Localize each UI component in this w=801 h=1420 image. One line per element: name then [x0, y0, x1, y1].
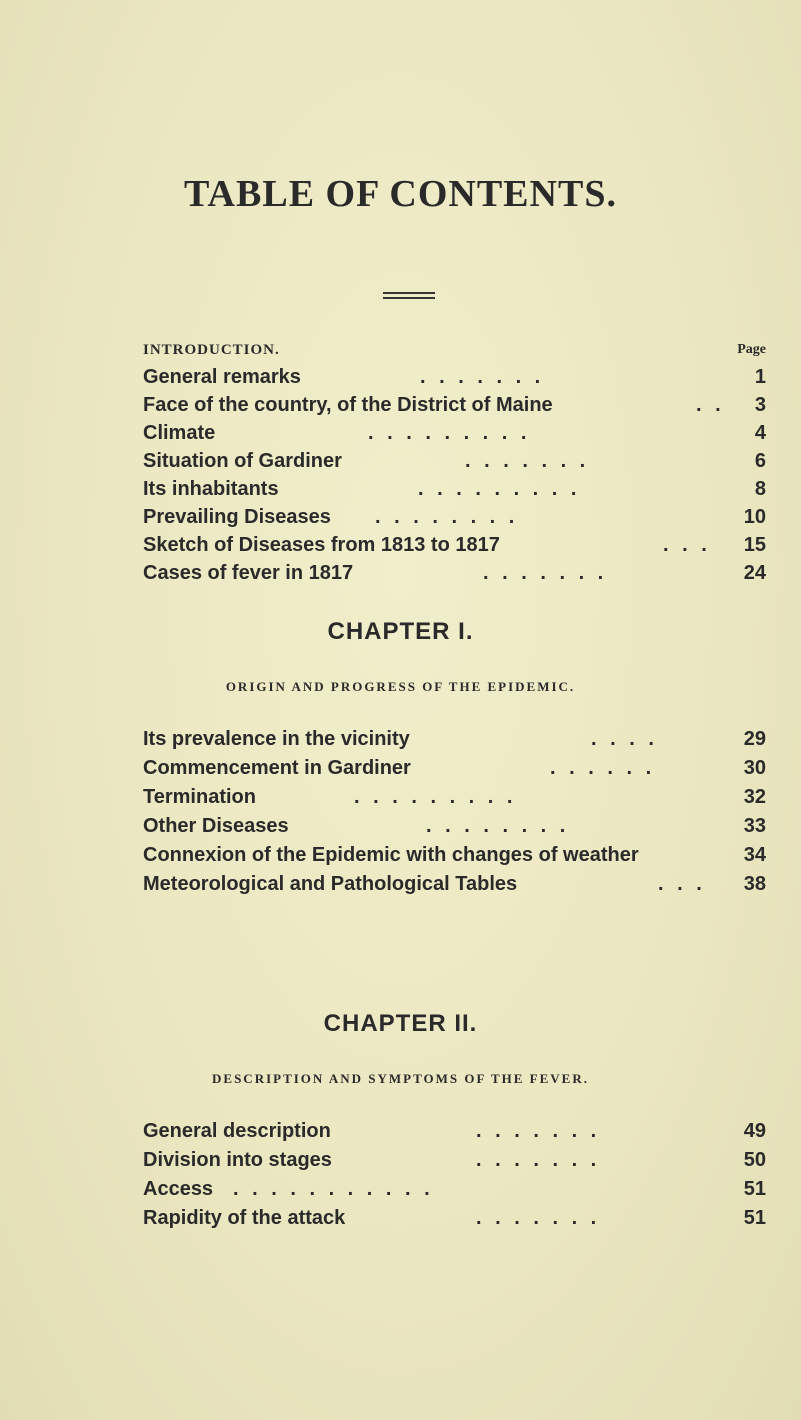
entry-label: Its inhabitants [143, 478, 279, 500]
chapter-1-entries [143, 728, 766, 902]
leader-dots: . . . . . . . . . . . [233, 1178, 434, 1200]
leader-dots: . . . . . . . [476, 1149, 601, 1171]
leader-dots: . . . . . . . . . [368, 422, 531, 444]
entry-page: 51 [743, 1207, 766, 1229]
chapter-2-entries [143, 1120, 766, 1236]
entry-page: 29 [743, 728, 766, 750]
leader-dots: . . . . . . . . . [418, 478, 581, 500]
leader-dots: . . . . . . . . [426, 815, 570, 837]
toc-entry[interactable] [143, 534, 766, 562]
entry-page: 1 [754, 366, 766, 388]
leader-dots: . . . . . . . [483, 562, 608, 584]
entry-label: Its prevalence in the vicinity [143, 728, 410, 750]
chapter-2-heading: CHAPTER II. [323, 1010, 478, 1037]
leader-dots: . . . . . . . [420, 366, 545, 388]
toc-entry[interactable] [143, 506, 766, 534]
toc-entry[interactable] [143, 422, 766, 450]
entry-label: Face of the country, of the District of Maine [143, 394, 553, 416]
toc-entry[interactable] [143, 562, 766, 590]
toc-entry[interactable] [143, 1120, 766, 1149]
entry-page: 4 [754, 422, 766, 444]
entry-label: Sketch of Diseases from 1813 to 1817 [143, 534, 500, 556]
toc-entry[interactable] [143, 366, 766, 394]
entry-page: 51 [743, 1178, 766, 1200]
entry-page: 3 [754, 394, 766, 416]
entry-page: 10 [743, 506, 766, 528]
entry-label: Division into stages [143, 1149, 332, 1171]
chapter-1-subtitle: ORIGIN AND PROGRESS OF THE EPIDEMIC. [225, 679, 576, 694]
toc-entry[interactable] [143, 873, 766, 902]
toc-entry[interactable] [143, 1149, 766, 1178]
leader-dots: . . . . . . . [465, 450, 590, 472]
toc-entry[interactable] [143, 394, 766, 422]
toc-entry[interactable] [143, 1178, 766, 1207]
entry-page: 30 [743, 757, 766, 779]
entry-page: 15 [743, 534, 766, 556]
toc-entry[interactable] [143, 844, 766, 873]
entry-label: Cases of fever in 1817 [143, 562, 354, 584]
title-divider [383, 297, 435, 299]
entry-label: Connexion of the Epidemic with changes of weather [143, 844, 639, 866]
toc-entry[interactable] [143, 757, 766, 786]
toc-entry[interactable] [143, 728, 766, 757]
entry-label: Prevailing Diseases [143, 506, 331, 528]
entry-page: 38 [743, 873, 766, 895]
entry-label: Climate [143, 422, 216, 444]
leader-dots: . . . . . . . . . [354, 786, 517, 808]
entry-page: 24 [743, 562, 766, 584]
entry-label: General description [143, 1120, 331, 1142]
leader-dots: . . . . . . [550, 757, 656, 779]
leader-dots: . . . . . . . [476, 1120, 601, 1142]
leader-dots: . . . [658, 873, 706, 895]
leader-dots: . . [696, 394, 725, 416]
entry-label: Other Diseases [143, 815, 289, 837]
entry-page: 50 [743, 1149, 766, 1171]
leader-dots: . . . . . . . . [375, 506, 519, 528]
entry-label: Situation of Gardiner [143, 450, 342, 472]
introduction-entries [143, 366, 766, 590]
entry-label: Access [143, 1178, 214, 1200]
chapter-1-heading: CHAPTER I. [327, 618, 474, 645]
entry-page: 49 [743, 1120, 766, 1142]
entry-page: 6 [754, 450, 766, 472]
leader-dots: . . . [663, 534, 711, 556]
leader-dots: . . . . . . . [476, 1207, 601, 1229]
entry-label: General remarks [143, 366, 301, 388]
toc-entry[interactable] [143, 786, 766, 815]
page-column-label: Page [737, 342, 766, 357]
introduction-heading: INTRODUCTION. [143, 342, 280, 358]
entry-label: Rapidity of the attack [143, 1207, 346, 1229]
entry-label: Meteorological and Pathological Tables [143, 873, 518, 895]
title-divider [383, 292, 435, 294]
leader-dots: . . . . [591, 728, 658, 750]
entry-label: Termination [143, 786, 256, 808]
entry-label: Commencement in Gardiner [143, 757, 411, 779]
entry-page: 34 [743, 844, 766, 866]
toc-entry[interactable] [143, 450, 766, 478]
entry-page: 32 [743, 786, 766, 808]
entry-page: 33 [743, 815, 766, 837]
introduction-header [143, 342, 766, 359]
chapter-2-subtitle: DESCRIPTION AND SYMPTOMS OF THE FEVER. [212, 1071, 589, 1086]
toc-entry[interactable] [143, 478, 766, 506]
page-title: TABLE OF CONTENTS. [184, 173, 617, 215]
toc-entry[interactable] [143, 815, 766, 844]
toc-entry[interactable] [143, 1207, 766, 1236]
entry-page: 8 [754, 478, 766, 500]
